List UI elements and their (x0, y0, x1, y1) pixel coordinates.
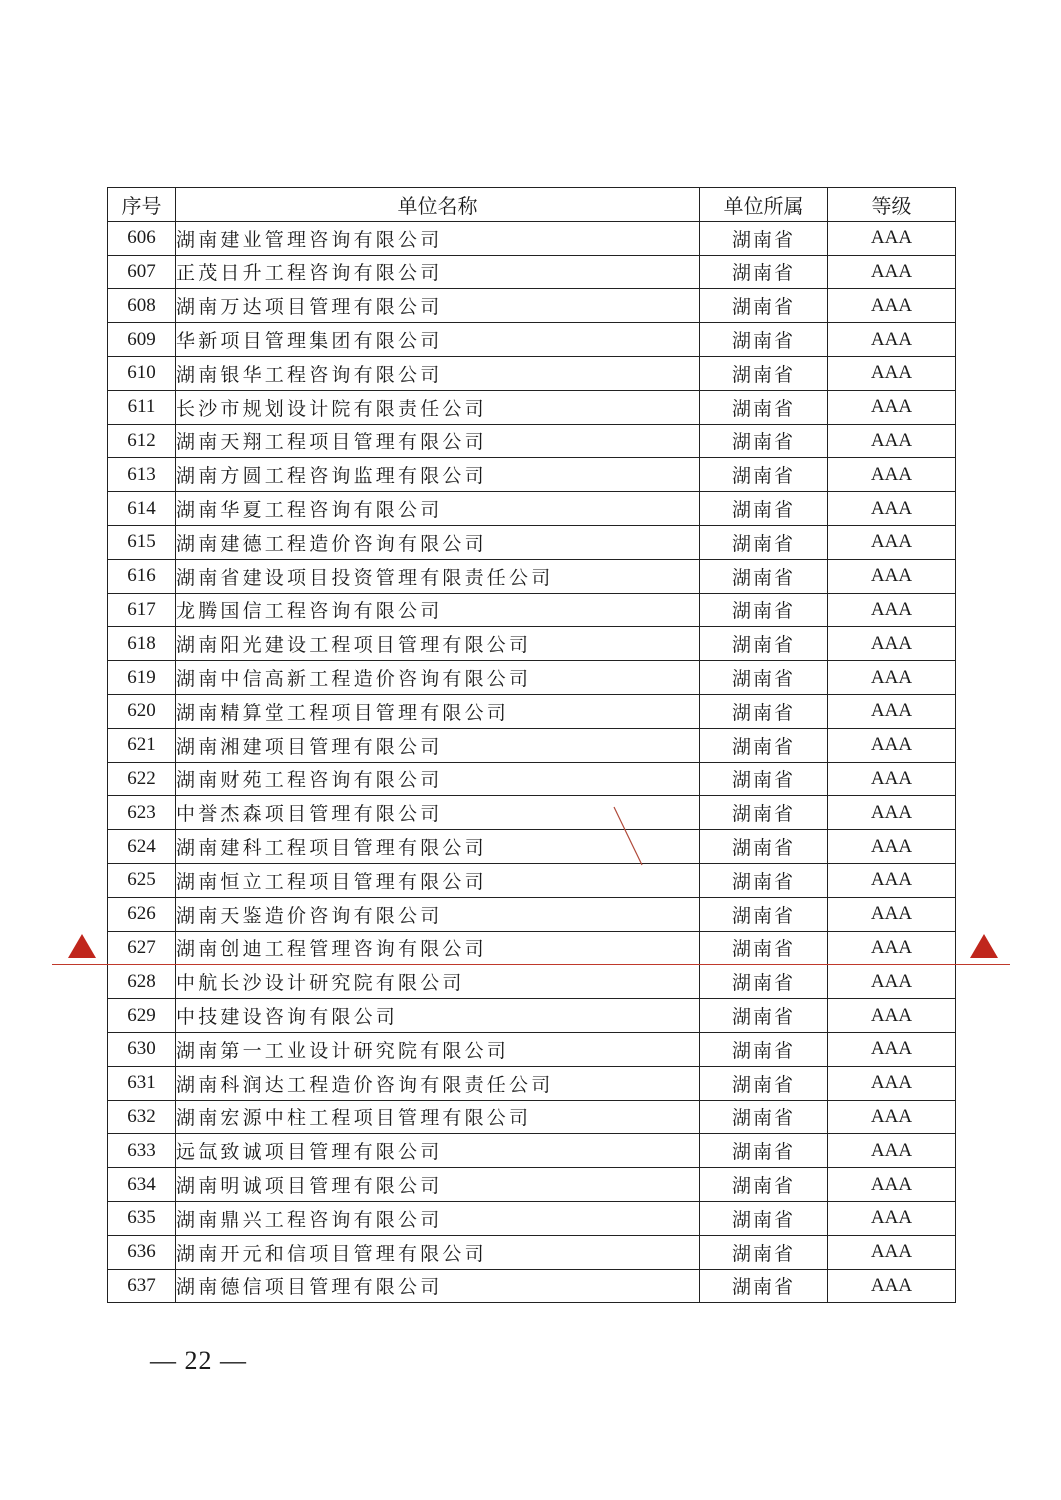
cell-serial-no: 627 (108, 931, 176, 965)
table-row (108, 1134, 956, 1168)
cell-company-name: 湖南万达项目管理有限公司 (176, 289, 700, 323)
cell-affiliation: 湖南省 (700, 694, 828, 728)
cell-company-name: 湖南建德工程造价咨询有限公司 (176, 525, 700, 559)
cell-serial-no: 637 (108, 1269, 176, 1303)
cell-affiliation: 湖南省 (700, 424, 828, 458)
cell-serial-no: 617 (108, 593, 176, 627)
cell-company-name: 湖南天鉴造价咨询有限公司 (176, 897, 700, 931)
cell-company-name: 湖南华夏工程咨询有限公司 (176, 492, 700, 526)
cell-affiliation: 湖南省 (700, 1100, 828, 1134)
table-row (108, 796, 956, 830)
cell-serial-no: 610 (108, 356, 176, 390)
table-body (108, 221, 956, 1303)
cell-serial-no: 611 (108, 390, 176, 424)
table-row (108, 863, 956, 897)
cell-affiliation: 湖南省 (700, 1134, 828, 1168)
cell-company-name: 湖南第一工业设计研究院有限公司 (176, 1032, 700, 1066)
cell-affiliation: 湖南省 (700, 525, 828, 559)
table-row (108, 1032, 956, 1066)
cell-serial-no: 623 (108, 796, 176, 830)
cell-affiliation: 湖南省 (700, 661, 828, 695)
cell-serial-no: 622 (108, 762, 176, 796)
cell-serial-no: 607 (108, 255, 176, 289)
cell-company-name: 中誉杰森项目管理有限公司 (176, 796, 700, 830)
cell-serial-no: 634 (108, 1168, 176, 1202)
cell-grade: AAA (828, 694, 956, 728)
cell-serial-no: 621 (108, 728, 176, 762)
table-row (108, 1168, 956, 1202)
cell-company-name: 湖南鼎兴工程咨询有限公司 (176, 1201, 700, 1235)
cell-affiliation: 湖南省 (700, 458, 828, 492)
table-row (108, 492, 956, 526)
cell-affiliation: 湖南省 (700, 492, 828, 526)
table-row (108, 931, 956, 965)
cell-serial-no: 619 (108, 661, 176, 695)
cell-affiliation: 湖南省 (700, 931, 828, 965)
cell-company-name: 湖南建业管理咨询有限公司 (176, 221, 700, 255)
cell-affiliation: 湖南省 (700, 1235, 828, 1269)
header-affiliation: 单位所属 (700, 188, 828, 222)
cell-grade: AAA (828, 1269, 956, 1303)
cell-grade: AAA (828, 289, 956, 323)
cell-grade: AAA (828, 323, 956, 357)
cell-company-name: 湖南创迪工程管理咨询有限公司 (176, 931, 700, 965)
cell-serial-no: 624 (108, 830, 176, 864)
cell-grade: AAA (828, 1100, 956, 1134)
cell-affiliation: 湖南省 (700, 863, 828, 897)
cell-serial-no: 629 (108, 999, 176, 1033)
table-row (108, 999, 956, 1033)
cell-company-name: 湖南建科工程项目管理有限公司 (176, 830, 700, 864)
header-company-name: 单位名称 (176, 188, 700, 222)
table-row (108, 728, 956, 762)
cell-serial-no: 609 (108, 323, 176, 357)
table-row (108, 289, 956, 323)
cell-affiliation: 湖南省 (700, 830, 828, 864)
cut-line (52, 964, 1010, 965)
cell-grade: AAA (828, 390, 956, 424)
cell-grade: AAA (828, 424, 956, 458)
table-row (108, 762, 956, 796)
cell-affiliation: 湖南省 (700, 1066, 828, 1100)
cell-company-name: 华新项目管理集团有限公司 (176, 323, 700, 357)
cell-affiliation: 湖南省 (700, 1269, 828, 1303)
cell-company-name: 远氙致诚项目管理有限公司 (176, 1134, 700, 1168)
cell-affiliation: 湖南省 (700, 593, 828, 627)
cell-serial-no: 630 (108, 1032, 176, 1066)
cell-grade: AAA (828, 525, 956, 559)
header-grade: 等级 (828, 188, 956, 222)
cell-affiliation: 湖南省 (700, 796, 828, 830)
cell-serial-no: 614 (108, 492, 176, 526)
cell-grade: AAA (828, 796, 956, 830)
cell-company-name: 湖南湘建项目管理有限公司 (176, 728, 700, 762)
cell-company-name: 湖南恒立工程项目管理有限公司 (176, 863, 700, 897)
table-row (108, 965, 956, 999)
cell-grade: AAA (828, 830, 956, 864)
cell-company-name: 湖南财苑工程咨询有限公司 (176, 762, 700, 796)
cell-grade: AAA (828, 356, 956, 390)
table-row (108, 1100, 956, 1134)
cell-serial-no: 612 (108, 424, 176, 458)
cell-serial-no: 608 (108, 289, 176, 323)
table-row (108, 1235, 956, 1269)
cell-serial-no: 613 (108, 458, 176, 492)
cell-grade: AAA (828, 999, 956, 1033)
cell-grade: AAA (828, 931, 956, 965)
table-row (108, 593, 956, 627)
cell-company-name: 湖南德信项目管理有限公司 (176, 1269, 700, 1303)
cell-affiliation: 湖南省 (700, 1168, 828, 1202)
table-row (108, 525, 956, 559)
table-row (108, 221, 956, 255)
cell-serial-no: 633 (108, 1134, 176, 1168)
cell-serial-no: 626 (108, 897, 176, 931)
table-row (108, 694, 956, 728)
company-grade-table (107, 187, 956, 1303)
cell-company-name: 中航长沙设计研究院有限公司 (176, 965, 700, 999)
cell-serial-no: 632 (108, 1100, 176, 1134)
cell-company-name: 湖南银华工程咨询有限公司 (176, 356, 700, 390)
cell-grade: AAA (828, 1235, 956, 1269)
cell-serial-no: 636 (108, 1235, 176, 1269)
cell-company-name: 湖南省建设项目投资管理有限责任公司 (176, 559, 700, 593)
right-triangle-marker-icon (970, 934, 998, 958)
cell-affiliation: 湖南省 (700, 728, 828, 762)
table-row (108, 627, 956, 661)
cell-grade: AAA (828, 458, 956, 492)
cell-company-name: 湖南天翔工程项目管理有限公司 (176, 424, 700, 458)
cell-affiliation: 湖南省 (700, 559, 828, 593)
cell-grade: AAA (828, 221, 956, 255)
cell-serial-no: 635 (108, 1201, 176, 1235)
cell-grade: AAA (828, 627, 956, 661)
cell-affiliation: 湖南省 (700, 897, 828, 931)
cell-grade: AAA (828, 965, 956, 999)
cell-grade: AAA (828, 661, 956, 695)
cell-grade: AAA (828, 1168, 956, 1202)
cell-serial-no: 606 (108, 221, 176, 255)
cell-company-name: 长沙市规划设计院有限责任公司 (176, 390, 700, 424)
table-row (108, 1269, 956, 1303)
cell-affiliation: 湖南省 (700, 255, 828, 289)
cell-grade: AAA (828, 1201, 956, 1235)
cell-company-name: 湖南明诚项目管理有限公司 (176, 1168, 700, 1202)
table-row (108, 255, 956, 289)
cell-grade: AAA (828, 492, 956, 526)
cell-grade: AAA (828, 1032, 956, 1066)
table-row (108, 390, 956, 424)
cell-serial-no: 618 (108, 627, 176, 661)
cell-grade: AAA (828, 728, 956, 762)
cell-company-name: 湖南科润达工程造价咨询有限责任公司 (176, 1066, 700, 1100)
cell-company-name: 湖南中信高新工程造价咨询有限公司 (176, 661, 700, 695)
cell-grade: AAA (828, 593, 956, 627)
table-row (108, 559, 956, 593)
cell-serial-no: 620 (108, 694, 176, 728)
cell-grade: AAA (828, 1134, 956, 1168)
cell-company-name: 湖南方圆工程咨询监理有限公司 (176, 458, 700, 492)
cell-grade: AAA (828, 897, 956, 931)
table-row (108, 424, 956, 458)
cell-affiliation: 湖南省 (700, 356, 828, 390)
table-row (108, 897, 956, 931)
cell-grade: AAA (828, 559, 956, 593)
table-row (108, 1201, 956, 1235)
cell-affiliation: 湖南省 (700, 390, 828, 424)
header-serial-no: 序号 (108, 188, 176, 222)
cell-affiliation: 湖南省 (700, 323, 828, 357)
cell-grade: AAA (828, 255, 956, 289)
cell-affiliation: 湖南省 (700, 1032, 828, 1066)
cell-grade: AAA (828, 863, 956, 897)
cell-serial-no: 625 (108, 863, 176, 897)
table-row (108, 458, 956, 492)
cell-company-name: 湖南开元和信项目管理有限公司 (176, 1235, 700, 1269)
cell-affiliation: 湖南省 (700, 762, 828, 796)
cell-affiliation: 湖南省 (700, 965, 828, 999)
page-number: — 22 — (150, 1346, 247, 1375)
cell-affiliation: 湖南省 (700, 221, 828, 255)
table-row (108, 661, 956, 695)
cell-grade: AAA (828, 762, 956, 796)
table-row (108, 323, 956, 357)
cell-company-name: 湖南精算堂工程项目管理有限公司 (176, 694, 700, 728)
table-row (108, 356, 956, 390)
cell-affiliation: 湖南省 (700, 627, 828, 661)
cell-affiliation: 湖南省 (700, 1201, 828, 1235)
cell-company-name: 湖南宏源中柱工程项目管理有限公司 (176, 1100, 700, 1134)
cell-company-name: 龙腾国信工程咨询有限公司 (176, 593, 700, 627)
table-row (108, 830, 956, 864)
cell-grade: AAA (828, 1066, 956, 1100)
table-row (108, 1066, 956, 1100)
cell-serial-no: 628 (108, 965, 176, 999)
cell-serial-no: 616 (108, 559, 176, 593)
left-triangle-marker-icon (68, 934, 96, 958)
cell-company-name: 中技建设咨询有限公司 (176, 999, 700, 1033)
pen-stroke-mark-icon (610, 805, 650, 869)
cell-serial-no: 631 (108, 1066, 176, 1100)
cell-affiliation: 湖南省 (700, 289, 828, 323)
cell-affiliation: 湖南省 (700, 999, 828, 1033)
cell-company-name: 湖南阳光建设工程项目管理有限公司 (176, 627, 700, 661)
cell-company-name: 正茂日升工程咨询有限公司 (176, 255, 700, 289)
cell-serial-no: 615 (108, 525, 176, 559)
table-header-row (108, 188, 956, 222)
